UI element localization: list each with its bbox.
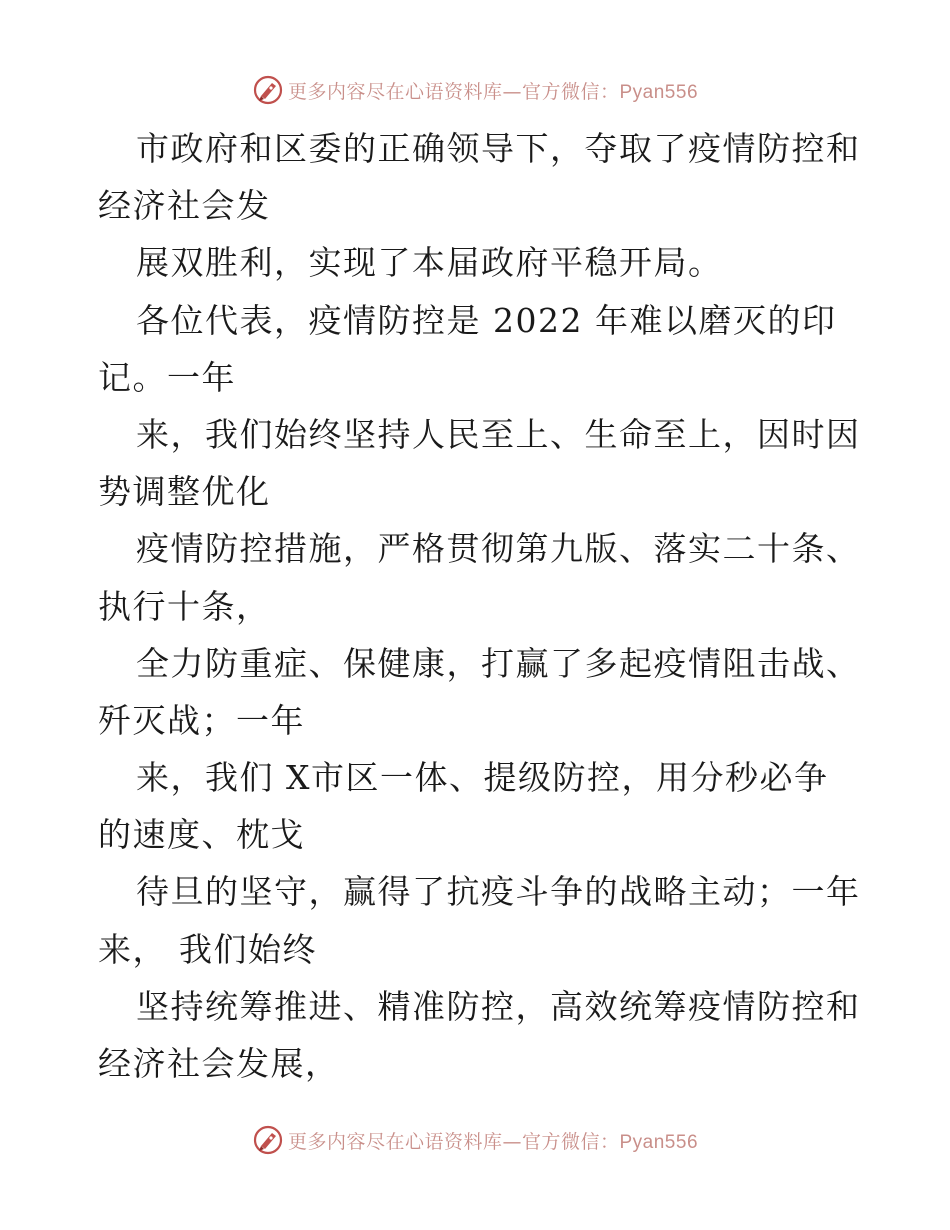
- text-line: 执行十条，: [98, 586, 271, 626]
- text-line: 来，我们始终坚持人民至上、生命至上，因时因: [136, 414, 861, 454]
- text-line: 疫情防控措施，严格贯彻第九版、落实二十条、: [136, 529, 861, 569]
- text-line: 待旦的坚守，赢得了抗疫斗争的战略主动；一年: [136, 872, 861, 912]
- pen-nib-logo-icon: [252, 1124, 284, 1156]
- text-line: 经济社会发展，: [98, 1044, 340, 1083]
- text-line: 全力防重症、保健康，打赢了多起疫情阻击战、: [136, 643, 861, 683]
- document-body: [98, 120, 861, 1092]
- header-text: 更多内容尽在心语资料库—官方微信：Pyan556: [287, 80, 699, 103]
- text-line: 来，我们 X市区一体、提级防控，用分秒必争: [136, 758, 829, 798]
- text-line: 歼灭战；一年: [98, 700, 305, 740]
- text-line: 来， 我们始终: [98, 929, 317, 969]
- text-line: 记。一年: [98, 357, 236, 397]
- text-line: 展双胜利，实现了本届政府平稳开局。: [136, 243, 723, 283]
- text-line: 坚持统筹推进、精准防控，高效统筹疫情防控和: [136, 986, 861, 1026]
- header-banner: [0, 70, 950, 110]
- footer-banner: [0, 1120, 950, 1160]
- text-line: 经济社会发: [98, 186, 271, 226]
- text-line: 各位代表，疫情防控是 2022 年难以磨灭的印: [136, 300, 837, 340]
- pen-nib-logo-icon: [252, 74, 284, 106]
- text-line: 势调整优化: [98, 472, 271, 512]
- text-line: 的速度、枕戈: [98, 815, 305, 855]
- text-line: 市政府和区委的正确领导下，夺取了疫情防控和: [136, 129, 861, 168]
- footer-text: 更多内容尽在心语资料库—官方微信：Pyan556: [287, 1130, 699, 1153]
